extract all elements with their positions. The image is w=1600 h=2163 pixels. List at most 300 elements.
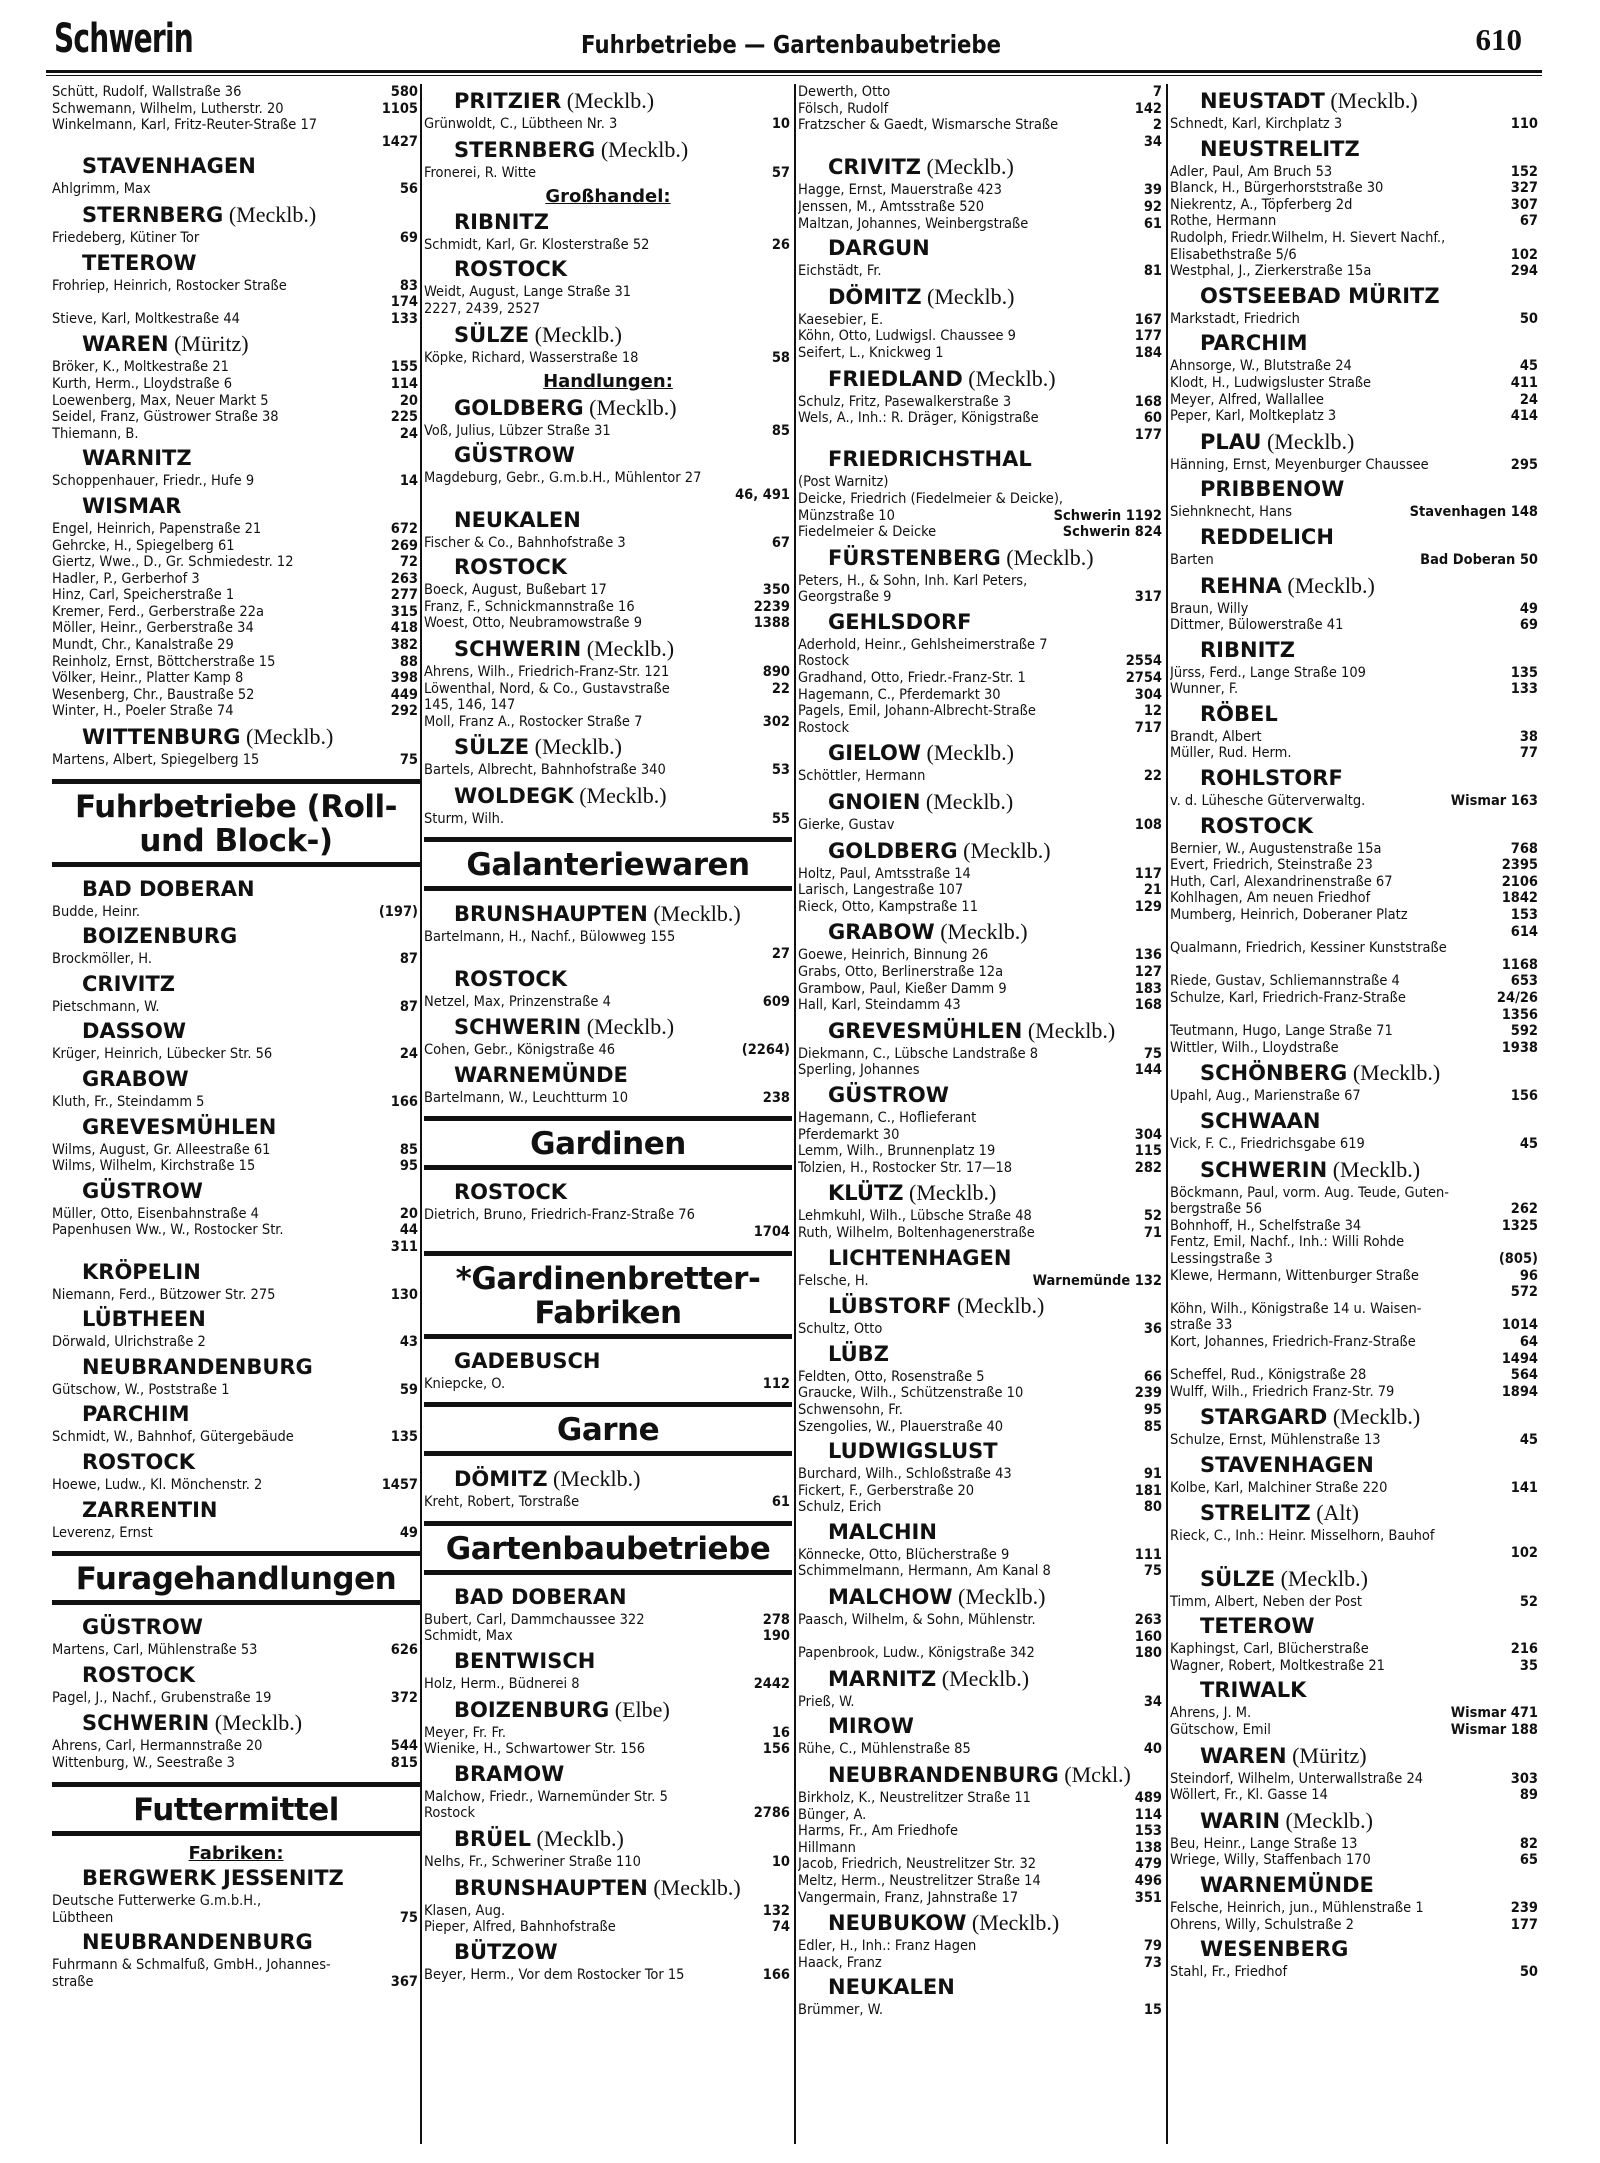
town-name: NEUBRANDENBURG bbox=[828, 1763, 1059, 1788]
town-region: (Mecklb.) bbox=[1347, 1060, 1441, 1086]
town-name: CRIVITZ bbox=[828, 155, 922, 180]
town-heading bbox=[1170, 525, 1540, 550]
town-heading bbox=[798, 545, 1164, 571]
town-name: ZARRENTIN bbox=[82, 1497, 218, 1522]
town-name: GÜSTROW bbox=[82, 1615, 203, 1640]
phone-number: 46, 491 bbox=[735, 486, 790, 503]
town-heading bbox=[424, 1063, 792, 1088]
town-name: SCHWERIN bbox=[82, 1711, 210, 1736]
phone-number: 74 bbox=[771, 1919, 790, 1936]
town-heading bbox=[1170, 1404, 1540, 1430]
directory-entry bbox=[424, 714, 792, 731]
directory-entry bbox=[1170, 617, 1540, 634]
town-name: TETEROW bbox=[82, 250, 197, 275]
phone-number: 87 bbox=[399, 951, 418, 968]
phone-number: Stavenhagen 148 bbox=[1409, 504, 1538, 521]
phone-number: 102 bbox=[1510, 246, 1538, 263]
directory-entry bbox=[52, 1642, 420, 1659]
town-name: CRIVITZ bbox=[82, 971, 176, 996]
town-name: GÜSTROW bbox=[82, 1178, 203, 1203]
phone-number: 73 bbox=[1143, 1954, 1162, 1971]
directory-entry bbox=[798, 947, 1164, 964]
directory-entry bbox=[424, 599, 792, 616]
phone-number: 67 bbox=[771, 534, 790, 551]
phone-number: 114 bbox=[390, 375, 418, 392]
directory-entry bbox=[52, 1046, 420, 1063]
town-name: BÜTZOW bbox=[454, 1939, 558, 1964]
phone-number: 174 bbox=[390, 294, 418, 311]
town-name: STRELITZ bbox=[1200, 1501, 1311, 1526]
entry-name: Pagels, Emil, Johann-Albrecht-Straße bbox=[798, 703, 1036, 720]
town-heading bbox=[52, 1450, 420, 1475]
directory-entry bbox=[52, 1910, 420, 1927]
header-section-range: Fuhrbetriebe — Gartenbaubetriebe bbox=[581, 30, 1002, 59]
town-name: STERNBERG bbox=[82, 202, 224, 227]
directory-entry bbox=[1170, 907, 1540, 924]
phone-number: Bad Doberan 50 bbox=[1420, 551, 1538, 568]
town-region: (Mecklb.) bbox=[1000, 544, 1094, 570]
phone-number: 95 bbox=[399, 1158, 418, 1175]
town-heading bbox=[798, 1083, 1164, 1108]
town-heading bbox=[798, 1714, 1164, 1739]
phone-number: 592 bbox=[1510, 1023, 1538, 1040]
town-region: (Mecklb.) bbox=[1324, 88, 1418, 113]
entry-name: Mumberg, Heinrich, Doberaner Platz bbox=[1170, 907, 1408, 924]
entry-name: Schimmelmann, Hermann, Am Kanal 8 bbox=[798, 1563, 1051, 1580]
entry-name: Vick, F. C., Friedrichsgabe 619 bbox=[1170, 1135, 1365, 1152]
directory-entry bbox=[52, 1334, 420, 1351]
directory-entry bbox=[798, 1612, 1164, 1629]
town-heading bbox=[1170, 1743, 1540, 1769]
town-name: BRUNSHAUPTEN bbox=[454, 902, 648, 927]
phone-number: 136 bbox=[1134, 947, 1162, 964]
phone-number: 21 bbox=[1143, 882, 1162, 899]
entry-name: Wöllert, Fr., Kl. Gasse 14 bbox=[1170, 1787, 1328, 1804]
town-name: NEUKALEN bbox=[454, 507, 581, 532]
town-name: LÜBTHEEN bbox=[82, 1307, 206, 1332]
town-heading bbox=[1170, 766, 1540, 791]
town-name: SÜLZE bbox=[1200, 1566, 1276, 1591]
directory-entry bbox=[1170, 924, 1540, 941]
entry-name: Fronerei, R. Witte bbox=[424, 164, 537, 181]
phone-number: 108 bbox=[1134, 817, 1162, 834]
entry-name bbox=[1170, 1284, 1540, 1301]
phone-number: 890 bbox=[762, 663, 790, 680]
phone-number: 75 bbox=[1143, 1563, 1162, 1580]
directory-entry bbox=[52, 604, 420, 621]
entry-name: Rieck, C., Inh.: Heinr. Misselhorn, Bauhof bbox=[1170, 1528, 1435, 1545]
entry-name: Hagemann, C., Hoflieferant bbox=[798, 1109, 977, 1126]
phone-number: 24 bbox=[1519, 391, 1538, 408]
directory-entry bbox=[798, 1955, 1164, 1972]
phone-number: 102 bbox=[1510, 1545, 1538, 1562]
entry-name: Lehmkuhl, Wilh., Lübsche Straße 48 bbox=[798, 1208, 1032, 1225]
entry-name: Gradhand, Otto, Friedr.-Franz-Str. 1 bbox=[798, 670, 1026, 687]
directory-entry bbox=[1170, 1545, 1540, 1562]
town-heading bbox=[1170, 477, 1540, 502]
entry-name: Nelhs, Fr., Schweriner Straße 110 bbox=[424, 1853, 641, 1870]
directory-entry bbox=[798, 1873, 1164, 1890]
phone-number: 75 bbox=[399, 752, 418, 769]
directory-entry bbox=[798, 866, 1164, 883]
phone-number: 351 bbox=[1134, 1889, 1162, 1906]
phone-number: 1105 bbox=[381, 100, 418, 117]
directory-entry bbox=[52, 687, 420, 704]
entry-name: Kluth, Fr., Steindamm 5 bbox=[52, 1094, 205, 1110]
town-heading bbox=[52, 1355, 420, 1380]
phone-number: 38 bbox=[1519, 728, 1538, 745]
phone-number: 2 bbox=[1152, 117, 1162, 134]
directory-entry bbox=[424, 1224, 792, 1241]
entry-name: Graucke, Wilh., Schützenstraße 10 bbox=[798, 1385, 1024, 1402]
entry-name bbox=[1170, 1351, 1540, 1368]
directory-entry bbox=[1170, 1185, 1540, 1202]
directory-entry bbox=[798, 1273, 1164, 1290]
phone-number: 239 bbox=[1134, 1385, 1162, 1402]
town-name: ROSTOCK bbox=[82, 1662, 196, 1687]
town-name: KRÖPELIN bbox=[82, 1259, 201, 1284]
entry-name: Bernier, W., Augustenstraße 15a bbox=[1170, 840, 1382, 857]
town-name: OSTSEEBAD MÜRITZ bbox=[1200, 283, 1440, 308]
town-name: ROSTOCK bbox=[1200, 813, 1314, 838]
entry-name: Wriege, Willy, Staffenbach 170 bbox=[1170, 1852, 1371, 1869]
directory-entry bbox=[1170, 1136, 1540, 1153]
entry-name: Wels, A., Inh.: R. Dräger, Königstraße bbox=[798, 410, 1039, 427]
phone-number: (2264) bbox=[741, 1042, 790, 1059]
phone-number: 489 bbox=[1134, 1790, 1162, 1807]
phone-number: 2239 bbox=[753, 598, 790, 615]
town-name: NEUSTRELITZ bbox=[1200, 136, 1360, 161]
directory-entry bbox=[798, 1890, 1164, 1907]
phone-number: 22 bbox=[1143, 768, 1162, 785]
entry-name: Sturm, Wilh. bbox=[424, 810, 505, 827]
directory-entry bbox=[798, 670, 1164, 687]
directory-entry bbox=[1170, 1917, 1540, 1934]
town-name: PARCHIM bbox=[1200, 331, 1308, 356]
directory-entry bbox=[1170, 841, 1540, 858]
entry-name: Kreht, Robert, Torstraße bbox=[424, 1494, 580, 1511]
town-heading bbox=[798, 1520, 1164, 1545]
phone-number: 10 bbox=[771, 1853, 790, 1870]
phone-number: 129 bbox=[1134, 898, 1162, 915]
town-heading bbox=[798, 610, 1164, 635]
town-name: ROSTOCK bbox=[454, 966, 568, 991]
directory-entry bbox=[52, 1094, 420, 1111]
directory-entry bbox=[1170, 1268, 1540, 1285]
town-name: LÜBSTORF bbox=[828, 1294, 952, 1319]
town-name: GREVESMÜHLEN bbox=[828, 1018, 1023, 1043]
entry-name: Wienike, H., Schwartower Str. 156 bbox=[424, 1741, 646, 1758]
entry-name bbox=[1170, 1545, 1540, 1562]
directory-entry bbox=[798, 491, 1164, 508]
town-name: ROSTOCK bbox=[454, 1180, 568, 1205]
phone-number: 263 bbox=[390, 570, 418, 587]
town-name: GREVESMÜHLEN bbox=[82, 1114, 277, 1139]
header-city: Schwerin bbox=[54, 16, 194, 62]
town-region: (Mecklb.) bbox=[1327, 1156, 1421, 1182]
directory-entry bbox=[798, 1645, 1164, 1662]
entry-name: Fratzscher & Gaedt, Wismarsche Straße bbox=[798, 117, 1059, 134]
directory-entry bbox=[52, 670, 420, 687]
directory-entry bbox=[52, 294, 420, 311]
directory-entry bbox=[424, 535, 792, 552]
page-header bbox=[46, 14, 1546, 70]
entry-name: Georgstraße 9 bbox=[798, 589, 892, 606]
town-heading bbox=[424, 1014, 792, 1040]
directory-entry bbox=[424, 1628, 792, 1645]
directory-entry bbox=[798, 1840, 1164, 1857]
town-heading bbox=[1170, 137, 1540, 162]
entry-name: Hagemann, C., Pferdemarkt 30 bbox=[798, 686, 1001, 703]
phone-number: 262 bbox=[1510, 1201, 1538, 1218]
phone-number: Wismar 163 bbox=[1450, 793, 1538, 810]
entry-name bbox=[52, 294, 420, 311]
town-heading bbox=[798, 236, 1164, 261]
entry-name: Meyer, Fr. Fr. bbox=[424, 1724, 507, 1741]
directory-entry bbox=[1170, 1040, 1540, 1057]
entry-name: Hillmann bbox=[798, 1839, 856, 1856]
town-name: BOIZENBURG bbox=[82, 924, 238, 949]
phone-number: 77 bbox=[1519, 745, 1538, 762]
town-region: (Mecklb.) bbox=[952, 1584, 1046, 1610]
directory-entry bbox=[1170, 1007, 1540, 1024]
subcategory-heading: Fabriken: bbox=[188, 1842, 284, 1864]
town-region: (Mecklb.) bbox=[1281, 572, 1375, 598]
phone-number: 153 bbox=[1134, 1823, 1162, 1840]
town-name: MIROW bbox=[828, 1714, 914, 1739]
directory-entry bbox=[1170, 311, 1540, 328]
phone-number: 382 bbox=[390, 637, 418, 654]
entry-name bbox=[798, 134, 1164, 151]
town-heading bbox=[798, 154, 1164, 180]
entry-name: Ahnsorge, W., Blutstraße 24 bbox=[1170, 358, 1352, 375]
directory-entry bbox=[424, 697, 792, 714]
entry-name: Löwenthal, Nord, & Co., Gustavstraße bbox=[424, 680, 670, 697]
phone-number: 67 bbox=[1519, 213, 1538, 230]
phone-number: 156 bbox=[1510, 1088, 1538, 1105]
phone-number: 168 bbox=[1134, 997, 1162, 1014]
entry-name: Hänning, Ernst, Meyenburger Chaussee bbox=[1170, 456, 1429, 473]
directory-entry bbox=[1170, 213, 1540, 230]
town-region: (Mecklb.) bbox=[573, 782, 667, 808]
town-heading bbox=[424, 210, 792, 235]
entry-name: Schoppenhauer, Friedr., Hufe 9 bbox=[52, 473, 255, 490]
entry-name: Völker, Heinr., Platter Kamp 8 bbox=[52, 670, 244, 687]
town-heading bbox=[52, 446, 420, 471]
town-region: (Mecklb.) bbox=[647, 901, 741, 927]
entry-name: Klewe, Hermann, Wittenburger Straße bbox=[1170, 1267, 1419, 1284]
entry-name: Scheffel, Rud., Königstraße 28 bbox=[1170, 1367, 1367, 1384]
phone-number: 815 bbox=[390, 1754, 418, 1771]
phone-number: 45 bbox=[1519, 1432, 1538, 1449]
entry-name: Vangermain, Franz, Jahnstraße 17 bbox=[798, 1889, 1019, 1906]
directory-entry bbox=[1170, 990, 1540, 1007]
town-name: ROSTOCK bbox=[454, 257, 568, 282]
town-heading bbox=[798, 1584, 1164, 1610]
directory-entry bbox=[424, 664, 792, 681]
entry-name: Frohriep, Heinrich, Rostocker Straße bbox=[52, 277, 287, 294]
town-heading bbox=[52, 494, 420, 519]
town-name: WARIN bbox=[1200, 1808, 1281, 1833]
phone-number: 1894 bbox=[1501, 1383, 1538, 1400]
entry-name: Ohrens, Willy, Schulstraße 2 bbox=[1170, 1916, 1354, 1933]
directory-entry bbox=[798, 1062, 1164, 1079]
town-heading bbox=[424, 734, 792, 760]
town-name: DASSOW bbox=[82, 1019, 187, 1044]
town-heading bbox=[798, 740, 1164, 766]
entry-name: Hadler, P., Gerberhof 3 bbox=[52, 570, 200, 587]
entry-name: Klasen, Aug. bbox=[424, 1902, 506, 1919]
directory-entry bbox=[52, 703, 420, 720]
phone-number: 302 bbox=[762, 713, 790, 730]
entry-name: Lemm, Wilh., Brunnenplatz 19 bbox=[798, 1143, 996, 1160]
phone-number: 141 bbox=[1510, 1479, 1538, 1496]
directory-entry bbox=[1170, 1317, 1540, 1334]
entry-name bbox=[798, 1629, 1164, 1646]
entry-name: Szengolies, W., Plauerstraße 40 bbox=[798, 1418, 1004, 1435]
entry-name: Fölsch, Rudolf bbox=[798, 100, 889, 117]
phone-number: Wismar 471 bbox=[1450, 1705, 1538, 1722]
directory-entry bbox=[798, 1807, 1164, 1824]
town-region: (Müritz) bbox=[168, 331, 249, 357]
town-heading bbox=[52, 1067, 420, 1092]
town-name: PRITZIER bbox=[454, 89, 562, 113]
phone-number: 278 bbox=[762, 1611, 790, 1628]
phone-number: 24 bbox=[399, 1046, 418, 1063]
town-region: (Mecklb.) bbox=[581, 635, 675, 661]
phone-number: 61 bbox=[771, 1494, 790, 1511]
directory-entry bbox=[1170, 1384, 1540, 1401]
entry-name: Teutmann, Hugo, Lange Straße 71 bbox=[1170, 1023, 1393, 1040]
directory-entry bbox=[1170, 890, 1540, 907]
town-name: GNOIEN bbox=[828, 790, 921, 815]
directory-entry bbox=[1170, 408, 1540, 425]
phone-number: 80 bbox=[1143, 1499, 1162, 1516]
phone-number: 572 bbox=[1510, 1284, 1538, 1301]
phone-number: 14 bbox=[399, 473, 418, 490]
town-name: SCHWERIN bbox=[1200, 1157, 1328, 1182]
directory-entry bbox=[424, 1494, 792, 1511]
directory-entry bbox=[424, 1805, 792, 1822]
phone-number: 60 bbox=[1143, 410, 1162, 427]
phone-number: 7 bbox=[1152, 84, 1162, 100]
entry-name: Kohlhagen, Am neuen Friedhof bbox=[1170, 890, 1371, 907]
phone-number: 133 bbox=[1510, 681, 1538, 698]
entry-name: Brandt, Albert bbox=[1170, 728, 1262, 745]
phone-number: 1457 bbox=[381, 1476, 418, 1493]
directory-entry bbox=[1170, 1641, 1540, 1658]
entry-name: Kort, Johannes, Friedrich-Franz-Straße bbox=[1170, 1333, 1416, 1350]
entry-name: Niemann, Ferd., Bützower Str. 275 bbox=[52, 1286, 276, 1303]
directory-entry bbox=[1170, 1218, 1540, 1235]
category-heading: Furagehandlungen bbox=[52, 1551, 420, 1605]
directory-entry bbox=[52, 554, 420, 571]
directory-entry bbox=[798, 524, 1164, 541]
phone-number: 72 bbox=[399, 554, 418, 571]
entry-name: Hall, Karl, Steindamm 43 bbox=[798, 997, 961, 1014]
phone-number: 1704 bbox=[753, 1224, 790, 1241]
page-number: 610 bbox=[1475, 22, 1522, 57]
phone-number: 304 bbox=[1134, 686, 1162, 703]
column-4 bbox=[1170, 84, 1540, 2144]
directory-entry bbox=[52, 230, 420, 247]
phone-number: 24/26 bbox=[1496, 990, 1538, 1006]
town-heading bbox=[52, 724, 420, 750]
entry-name: Steindorf, Wilhelm, Unterwallstraße 24 bbox=[1170, 1770, 1424, 1787]
town-name: DÖMITZ bbox=[454, 1467, 548, 1492]
town-heading bbox=[424, 1466, 792, 1492]
town-heading bbox=[52, 972, 420, 997]
entry-name: Birkholz, K., Neustrelitzer Straße 11 bbox=[798, 1790, 1031, 1807]
phone-number: 564 bbox=[1510, 1367, 1538, 1384]
entry-name: Bartelmann, W., Leuchtturm 10 bbox=[424, 1089, 629, 1106]
entry-name: Maltzan, Johannes, Weinbergstraße bbox=[798, 215, 1029, 232]
entry-name: Larisch, Langestraße 107 bbox=[798, 882, 964, 899]
phone-number: 44 bbox=[399, 1222, 418, 1239]
directory-entry bbox=[52, 1755, 420, 1772]
phone-number: 22 bbox=[771, 680, 790, 697]
entry-name: Ahlgrimm, Max bbox=[52, 181, 151, 198]
town-heading bbox=[424, 1349, 792, 1374]
phone-number: 110 bbox=[1510, 116, 1538, 132]
town-heading bbox=[52, 251, 420, 276]
entry-name: Rühe, C., Mühlenstraße 85 bbox=[798, 1741, 971, 1758]
directory-entry bbox=[52, 1957, 420, 1974]
subcategory-heading: Handlungen: bbox=[543, 371, 673, 393]
entry-name: Winter, H., Poeler Straße 74 bbox=[52, 703, 234, 720]
directory-entry bbox=[52, 1477, 420, 1494]
entry-name: Kaphingst, Carl, Blücherstraße bbox=[1170, 1641, 1369, 1658]
town-name: GEHLSDORF bbox=[828, 609, 972, 634]
entry-name: Köhn, Wilh., Königstraße 14 u. Waisen- bbox=[1170, 1300, 1422, 1317]
town-heading bbox=[424, 137, 792, 163]
entry-name: Bartelmann, H., Nachf., Bülowweg 155 bbox=[424, 929, 676, 946]
entry-name: Pietschmann, W. bbox=[52, 998, 160, 1015]
town-region: (Elbe) bbox=[609, 1696, 670, 1722]
entry-name: Winkelmann, Karl, Fritz-Reuter-Straße 17 bbox=[52, 117, 318, 134]
directory-entry bbox=[798, 263, 1164, 280]
entry-name: Felsche, H. bbox=[798, 1272, 869, 1289]
entry-name: Schulz, Fritz, Pasewalkerstraße 3 bbox=[798, 393, 1012, 410]
entry-name: Bubert, Carl, Dammchaussee 322 bbox=[424, 1611, 645, 1628]
directory-entry bbox=[798, 1208, 1164, 1225]
directory-entry bbox=[798, 637, 1164, 654]
directory-entry bbox=[1170, 874, 1540, 891]
town-heading bbox=[1170, 88, 1540, 114]
directory-entry bbox=[798, 216, 1164, 233]
phone-number: 1388 bbox=[753, 615, 790, 632]
directory-entry bbox=[798, 427, 1164, 444]
directory-entry bbox=[52, 1690, 420, 1707]
entry-name: Voß, Julius, Lübzer Straße 31 bbox=[424, 422, 611, 439]
entry-name: Tolzien, H., Rostocker Str. 17—18 bbox=[798, 1159, 1013, 1176]
entry-name: Brockmöller, H. bbox=[52, 951, 153, 968]
phone-number: 398 bbox=[390, 670, 418, 687]
town-heading bbox=[798, 838, 1164, 864]
directory-entry bbox=[798, 1385, 1164, 1402]
directory-entry bbox=[798, 703, 1164, 720]
directory-entry bbox=[424, 946, 792, 963]
directory-entry bbox=[1170, 665, 1540, 682]
town-name: NEUBRANDENBURG bbox=[82, 1354, 313, 1379]
directory-entry bbox=[798, 2002, 1164, 2019]
entry-name: Goewe, Heinrich, Binnung 26 bbox=[798, 947, 989, 964]
directory-entry bbox=[798, 1856, 1164, 1873]
phone-number: 183 bbox=[1134, 980, 1162, 997]
directory-entry bbox=[52, 426, 420, 443]
directory-entry bbox=[1170, 857, 1540, 874]
directory-entry bbox=[798, 1483, 1164, 1500]
